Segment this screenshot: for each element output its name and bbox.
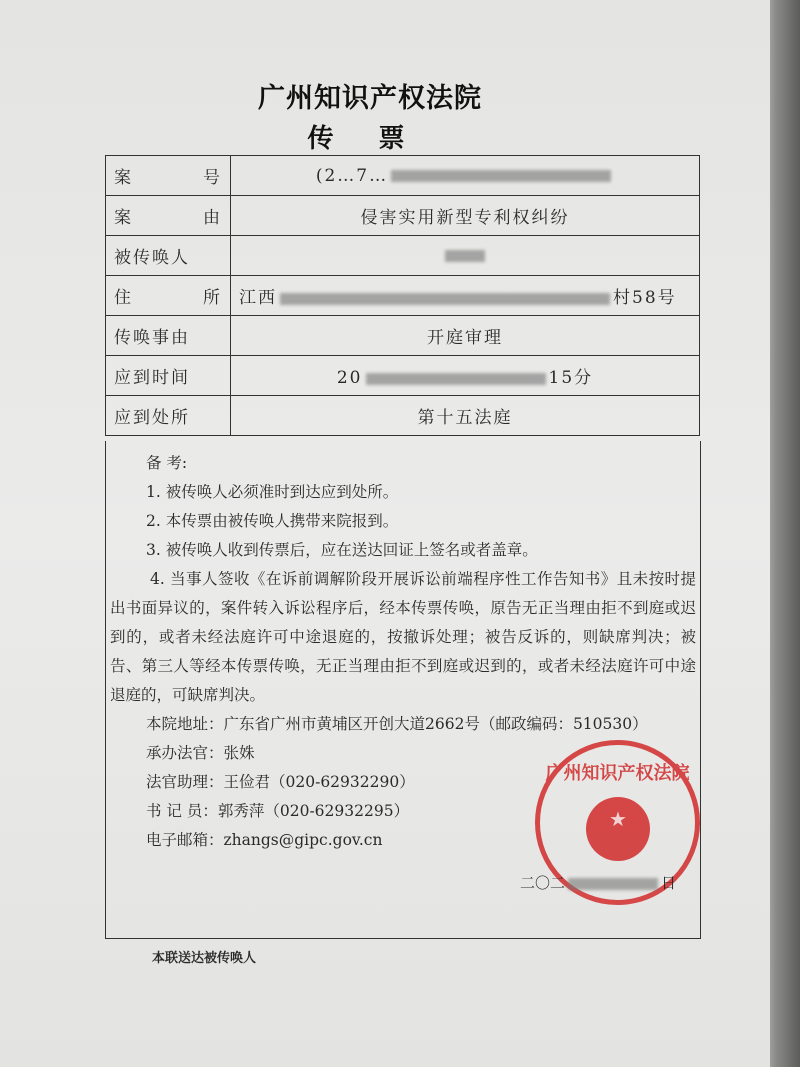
note-item: 3. 被传唤人收到传票后，应在送达回证上签名或者盖章。 [146, 541, 538, 559]
field-label: 案 由 [114, 208, 222, 228]
redaction [568, 878, 658, 890]
summons-table [105, 155, 700, 436]
redaction [391, 170, 611, 182]
case-number: (2…7… [315, 165, 389, 186]
field-label: 应到处所 [106, 396, 231, 436]
redaction [366, 373, 546, 385]
seal-text: 广州知识产权法院 [545, 763, 690, 784]
address-suffix: 村58号 [613, 288, 677, 308]
table-row-reason [106, 316, 700, 356]
redaction [445, 250, 485, 262]
field-label: 案 号 [114, 168, 222, 188]
table-row-case-number [106, 156, 700, 196]
issue-date: 二〇二 日 [520, 874, 677, 892]
national-emblem-icon: ★ [586, 797, 650, 861]
clerk: 书 记 员：郭秀萍（020-62932295） [146, 802, 410, 820]
notes-heading: 备 考: [146, 454, 188, 472]
field-label: 传唤事由 [106, 316, 231, 356]
footer-note: 本联送达被传唤人 [152, 951, 257, 966]
redaction [280, 293, 610, 305]
note-item: 1. 被传唤人必须准时到达应到处所。 [146, 483, 399, 501]
note-item: 2. 本传票由被传唤人携带来院报到。 [146, 512, 399, 530]
table-row-summoned [106, 236, 700, 276]
table-row-address [106, 276, 700, 316]
document-title: 传 票 [307, 124, 423, 154]
field-label: 应到时间 [106, 356, 231, 396]
reason-value: 开庭审理 [231, 316, 700, 356]
table-row-cause [106, 196, 700, 236]
table-row-place [106, 396, 700, 436]
judge: 承办法官：张姝 [146, 744, 255, 762]
note-item: 4. 当事人签收《在诉前调解阶段开展诉讼前端程序性工作告知书》且未按时提出书面异议的，案件转入诉讼程序后，经本传票传唤，原告无正当理由拒不到庭或迟到的，或者未经法庭许可中途退庭的，按撤诉处理；被告反诉的，则缺席判决；被告、第三人等经本传票传唤，无正当理由拒不到庭或迟到的，或者未经法庭许可中途退庭的，可缺席判决。 [110, 570, 696, 704]
field-label: 被传唤人 [106, 236, 231, 276]
table-row-time [106, 356, 700, 396]
field-label: 住 所 [114, 288, 222, 308]
cause-value: 侵害实用新型专利权纠纷 [231, 196, 700, 236]
place-value: 第十五法庭 [231, 396, 700, 436]
judge-assistant: 法官助理：王俭君（020-62932290） [146, 773, 415, 791]
time-prefix: 20 [336, 368, 363, 388]
court-name: 广州知识产权法院 [258, 83, 482, 114]
email: 电子邮箱：zhangs@gipc.gov.cn [146, 831, 383, 849]
time-suffix: 15分 [548, 368, 594, 388]
court-address: 本院地址：广东省广州市黄埔区开创大道2662号（邮政编码：510530） [146, 715, 648, 733]
address-prefix: 江西 [239, 288, 277, 308]
